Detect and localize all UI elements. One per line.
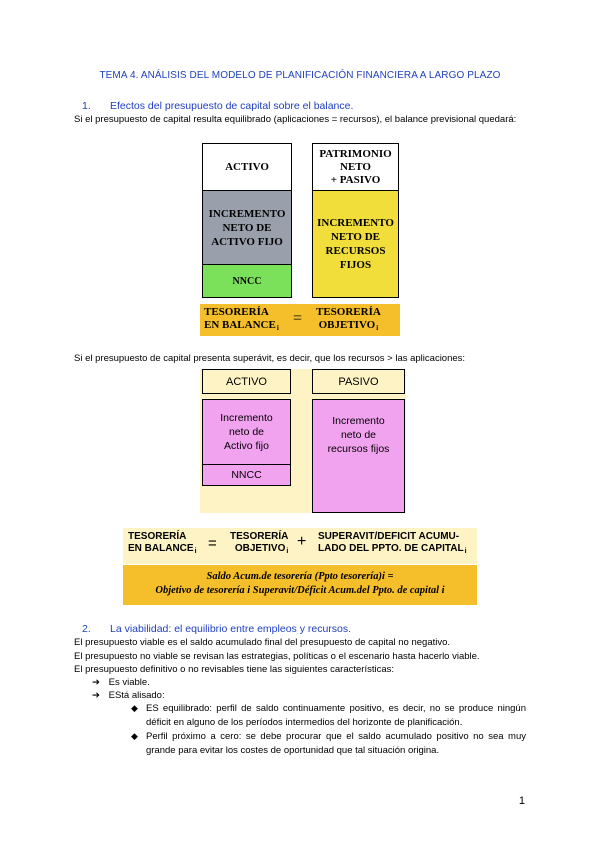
patrimonio-line3: + PASIVO: [330, 173, 381, 186]
activo-label: ACTIVO: [225, 161, 269, 173]
nncc-box-2: [202, 465, 291, 486]
page-title: TEMA 4. ANÁLISIS DEL MODELO DE PLANIFICACIÓN FINANCIERA A LARGO PLAZO: [99, 70, 501, 81]
arrow-item-1: ➔ Es viable.: [92, 677, 150, 688]
patrimonio-line2: NETO: [340, 160, 371, 173]
section1-intro: Si el presupuesto de capital resulta equilibrado (aplicaciones = recursos), el balance previsional quedará:: [74, 114, 517, 125]
section1-number: 1.: [82, 100, 91, 112]
incremento-recursos-box-2: Incremento neto de recursos fijos: [312, 399, 405, 513]
tes-balance-label: TESORERÍA EN $BALANCE_i$: [204, 306, 279, 332]
inc-recursos-line4: FIJOS: [339, 259, 372, 271]
tes-objetivo-label: TESORERÍA $OBJETIVO_i$: [316, 306, 381, 332]
section2-number: 2.: [82, 623, 91, 635]
section2-body: [74, 636, 526, 677]
inc-recursos-line2: NETO DE: [330, 231, 380, 243]
saldo-acumulado-formula: [123, 565, 477, 605]
arrow-icon: ➔: [92, 677, 100, 688]
section2-heading: La viabilidad: el equilibrio entre empleos y recursos.: [110, 623, 352, 635]
superavit-deficit-label: SUPERAVIT/DEFICIT ACUMU- LADO DEL PPTO. DE $CAPITAL_i$: [318, 531, 467, 555]
activo-label-2: ACTIVO: [226, 375, 267, 388]
superavit-intro: Si el presupuesto de capital presenta superávit, es decir, que los recursos > las aplicaciones:: [74, 353, 466, 364]
pasivo-header-2: [312, 369, 405, 394]
arrow-item-2: ➔ EStá alisado:: [92, 690, 165, 701]
inc-activo-line2: NETO DE: [222, 221, 272, 234]
tes-balance-label-3: TESORERÍA EN $BALANCE_i$: [128, 531, 197, 555]
incremento-activo-box-2: Incremento neto de Activo fijo: [202, 399, 291, 465]
page-number: 1: [518, 795, 525, 807]
diamond-item-2: Perfil próximo a cero: se debe procurar que el saldo acumulado positivo no sea muy grande para evitar los costes de oportunidad que tal situación origina.: [146, 731, 526, 756]
incremento-activo-fijo-box: [202, 190, 292, 265]
section2-line-1: El presupuesto viable es el saldo acumulado final del presupuesto de capital no negativo.: [74, 637, 451, 648]
inc-recursos-line1: INCREMENTO: [317, 217, 394, 229]
formula-line2: Objetivo de tesorería i Superavit/Déficit Acum.del Ppto. de capital i: [155, 585, 445, 596]
nncc-box: [202, 265, 292, 298]
diamond-bullet-icon: ◆: [131, 703, 138, 713]
activo-box: [202, 143, 292, 190]
diamond-bullet-icon: ◆: [131, 731, 138, 741]
section2-line-3: El presupuesto definitivo o no revisables tiene las siguientes características:: [74, 664, 395, 675]
equals-sign-3: =: [208, 535, 217, 552]
inc-activo-line3: ACTIVO FIJO: [211, 235, 283, 248]
incremento-recursos-fijos-box: [312, 190, 399, 298]
tes-objetivo-label-3: TESORERÍA $OBJETIVO_i$: [230, 531, 289, 555]
pasivo-label-2: PASIVO: [338, 375, 379, 388]
equals-sign: =: [293, 310, 303, 327]
patrimonio-box: [312, 143, 399, 190]
formula-line1: Saldo Acum.de tesorería (Ppto tesorería)i =: [206, 571, 394, 582]
plus-sign: +: [297, 533, 307, 550]
diamond-item-1: ES equilibrado: perfil de saldo continuamente positivo, es decir, no se produce ningún déficit en alguno de los períodos intermedios del horizonte de planificación.: [146, 703, 526, 728]
inc-recursos-line3: RECURSOS: [325, 245, 386, 257]
nncc-label-2: NNCC: [231, 469, 262, 481]
patrimonio-line1: PATRIMONIO: [319, 147, 392, 160]
tesoreria-equation-bar: [200, 304, 400, 336]
arrow-icon: ➔: [92, 690, 100, 701]
inc-activo-line1: INCREMENTO: [208, 207, 286, 220]
activo-header-2: [202, 369, 291, 394]
nncc-label: NNCC: [232, 275, 262, 287]
section1-heading: Efectos del presupuesto de capital sobre el balance.: [110, 100, 354, 112]
section2-line-2: El presupuesto no viable se revisan las estrategias, políticas o el escenario hasta hacerlo viable.: [74, 650, 480, 662]
